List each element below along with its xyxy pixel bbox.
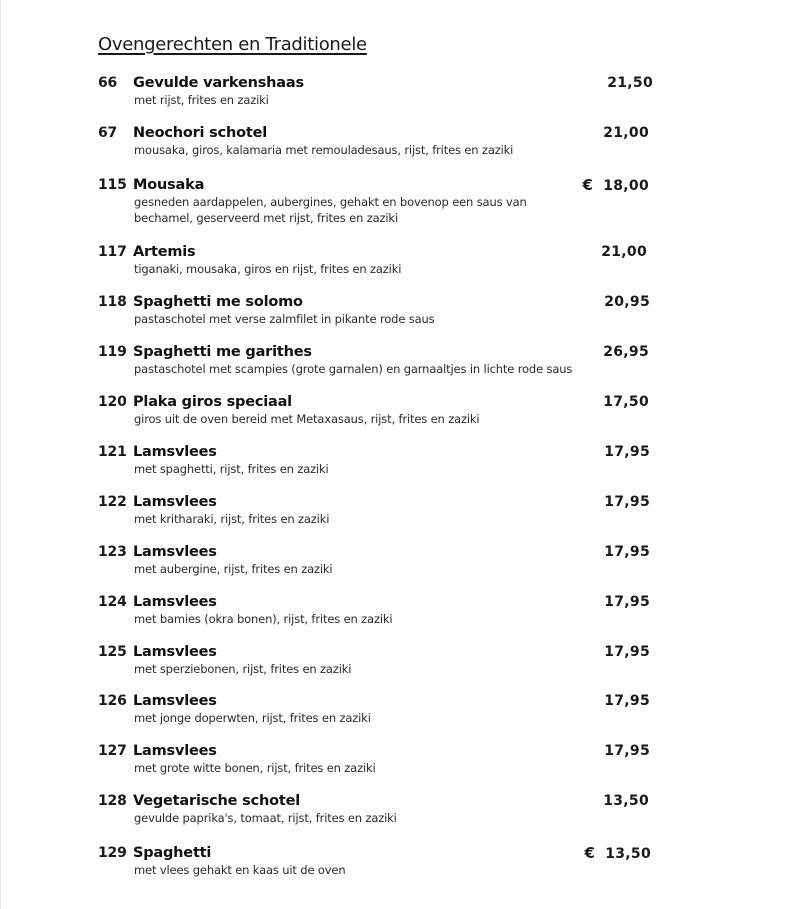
menu-item-header — [98, 292, 658, 312]
menu-item-description — [98, 512, 658, 528]
menu-item-name: Spaghetti me garithes — [133, 344, 312, 360]
menu-item-description-line: met kritharaki, rijst, frites en zaziki — [134, 512, 330, 526]
menu-item-price-value: 20,95 — [604, 294, 650, 310]
menu-item-price-value: 17,95 — [604, 693, 650, 709]
menu-item — [98, 791, 658, 827]
menu-item-price-value: 13,50 — [603, 793, 649, 809]
menu-item-number: 120 — [98, 394, 127, 410]
menu-item-number: 125 — [98, 644, 127, 660]
menu-item-header — [98, 592, 658, 612]
menu-item-description-line: met sperziebonen, rijst, frites en zaziki — [134, 662, 352, 676]
menu-item-price — [604, 741, 650, 761]
menu-item-header — [98, 691, 658, 711]
menu-item-name: Mousaka — [133, 177, 205, 193]
menu-item-description — [98, 362, 658, 378]
menu-item-number: 118 — [98, 294, 127, 310]
menu-item-number: 129 — [98, 845, 127, 861]
menu-item-description-line: met spaghetti, rijst, frites en zaziki — [134, 462, 329, 476]
menu-item-description — [98, 143, 658, 159]
menu-item-description — [98, 312, 658, 328]
menu-item-number: 127 — [98, 743, 127, 759]
menu-item-number: 128 — [98, 793, 127, 809]
menu-item-description — [98, 195, 658, 226]
menu-item-number: 122 — [98, 494, 127, 510]
menu-item-description — [98, 612, 658, 628]
menu-item-name: Lamsvlees — [133, 693, 217, 709]
menu-item-description-line: met aubergine, rijst, frites en zaziki — [134, 562, 333, 576]
menu-item-price — [604, 642, 650, 662]
menu-item-header — [98, 242, 658, 262]
menu-item-description — [98, 262, 658, 278]
menu-item-price — [604, 492, 650, 512]
menu-item-price-value: 21,50 — [607, 75, 653, 91]
menu-item-price — [582, 175, 649, 196]
menu-item-price-value: 17,95 — [604, 644, 650, 660]
euro-sign-icon: € — [584, 844, 596, 862]
menu-item — [98, 542, 658, 578]
menu-item-header — [98, 342, 658, 362]
menu-item-header — [98, 73, 658, 93]
menu-item-header — [98, 791, 658, 811]
menu-item-price-value: 17,95 — [604, 444, 650, 460]
menu-item-header — [98, 442, 658, 462]
menu-item-description — [98, 412, 658, 428]
menu-item — [98, 242, 658, 278]
menu-item — [98, 392, 658, 428]
menu-item-number: 66 — [98, 75, 118, 91]
menu-item-name: Spaghetti me solomo — [133, 294, 303, 310]
menu-item-header — [98, 123, 658, 143]
menu-item — [98, 73, 658, 109]
menu-item-price — [603, 392, 649, 412]
menu-item-number: 117 — [98, 244, 127, 260]
menu-item-description-line: pastaschotel met verse zalmfilet in pikante rode saus — [134, 312, 435, 326]
menu-item-description — [98, 811, 658, 827]
menu-item-description-line: bechamel, geserveerd met rijst, frites en zaziki — [134, 210, 398, 225]
menu-item-name: Lamsvlees — [133, 743, 217, 759]
menu-item-description-line: tiganaki, mousaka, giros en rijst, frites en zaziki — [134, 262, 402, 276]
menu-item-name: Artemis — [133, 244, 196, 260]
menu-item-header — [98, 542, 658, 562]
menu-item-price-value: 26,95 — [603, 344, 649, 360]
menu-item-description — [98, 711, 658, 727]
menu-item-price-value: 17,95 — [604, 594, 650, 610]
menu-item-number: 115 — [98, 177, 127, 193]
menu-item-number: 119 — [98, 344, 127, 360]
menu-item-number: 124 — [98, 594, 127, 610]
menu-item-header — [98, 843, 658, 863]
menu-item-name: Lamsvlees — [133, 544, 217, 560]
menu-item-description — [98, 761, 658, 777]
menu-item-description — [98, 562, 658, 578]
menu-item-price-value: 17,95 — [604, 494, 650, 510]
menu-item-price — [604, 292, 650, 312]
menu-item — [98, 741, 658, 777]
menu-item-name: Lamsvlees — [133, 644, 217, 660]
menu-item-name: Plaka giros speciaal — [133, 394, 292, 410]
menu-item-description — [98, 863, 658, 879]
menu-item-description-line: met bamies (okra bonen), rijst, frites en zaziki — [134, 612, 393, 626]
menu-item-price — [604, 691, 650, 711]
menu-item-name: Neochori schotel — [133, 125, 268, 141]
menu-item-description-line: met vlees gehakt en kaas uit de oven — [134, 863, 346, 877]
menu-item — [98, 342, 658, 378]
menu-item — [98, 592, 658, 628]
menu-item-header — [98, 741, 658, 761]
euro-sign-icon: € — [582, 176, 594, 194]
menu-item-price — [604, 542, 650, 562]
menu-item-price — [601, 242, 647, 262]
menu-item-price-value: 17,95 — [604, 544, 650, 560]
menu-item-number: 67 — [98, 125, 118, 141]
menu-item-name: Vegetarische schotel — [133, 793, 300, 809]
menu-item-name: Lamsvlees — [133, 444, 217, 460]
menu-item-price-value: 21,00 — [603, 125, 649, 141]
menu-item-price-value: 17,50 — [603, 394, 649, 410]
menu-item-number: 126 — [98, 693, 127, 709]
menu-item-price — [603, 123, 649, 143]
menu-item-name: Lamsvlees — [133, 594, 217, 610]
menu-item-name: Lamsvlees — [133, 494, 217, 510]
menu-item-name: Spaghetti — [133, 845, 212, 861]
menu-item-price — [604, 442, 650, 462]
menu-item — [98, 123, 658, 159]
menu-item-price — [603, 342, 649, 362]
menu-item-number: 121 — [98, 444, 127, 460]
menu-item-price-value: 18,00 — [603, 178, 649, 194]
menu-item — [98, 642, 658, 678]
menu-item-price-value: 21,00 — [601, 244, 647, 260]
menu-item-description-line: met jonge doperwten, rijst, frites en zaziki — [134, 711, 371, 725]
menu-item-description-line: gesneden aardappelen, aubergines, gehakt en bovenop een saus van — [134, 195, 527, 209]
menu-item-description-line: met grote witte bonen, rijst, frites en zaziki — [134, 761, 376, 775]
menu-item-header — [98, 642, 658, 662]
menu-item — [98, 843, 658, 879]
menu-item — [98, 292, 658, 328]
menu-item-price — [603, 791, 649, 811]
menu-item-description-line: met rijst, frites en zaziki — [134, 93, 269, 107]
menu-page — [1, 0, 800, 909]
section-title: Ovengerechten en Traditionele — [98, 34, 367, 55]
menu-item-description-line: gevulde paprika's, tomaat, rijst, frites en zaziki — [134, 811, 397, 825]
menu-item-price — [607, 73, 653, 93]
menu-item-description-line: giros uit de oven bereid met Metaxasaus, rijst, frites en zaziki — [134, 412, 480, 426]
menu-item — [98, 442, 658, 478]
menu-item-description-line: pastaschotel met scampies (grote garnalen) en garnaaltjes in lichte rode saus — [134, 362, 573, 376]
menu-item-price — [584, 843, 651, 864]
menu-item-header — [98, 492, 658, 512]
menu-item-header — [98, 392, 658, 412]
menu-item-number: 123 — [98, 544, 127, 560]
menu-item-name: Gevulde varkenshaas — [133, 75, 304, 91]
menu-item-price-value: 17,95 — [604, 743, 650, 759]
menu-item-description — [98, 93, 658, 109]
menu-item — [98, 691, 658, 727]
menu-item-description — [98, 662, 658, 678]
menu-item-description-line: mousaka, giros, kalamaria met remouladesaus, rijst, frites en zaziki — [134, 143, 514, 157]
menu-item-price-value: 13,50 — [605, 846, 651, 862]
menu-item-price — [604, 592, 650, 612]
menu-item-header — [98, 175, 658, 195]
menu-item-description — [98, 462, 658, 478]
menu-item — [98, 175, 658, 226]
menu-item — [98, 492, 658, 528]
